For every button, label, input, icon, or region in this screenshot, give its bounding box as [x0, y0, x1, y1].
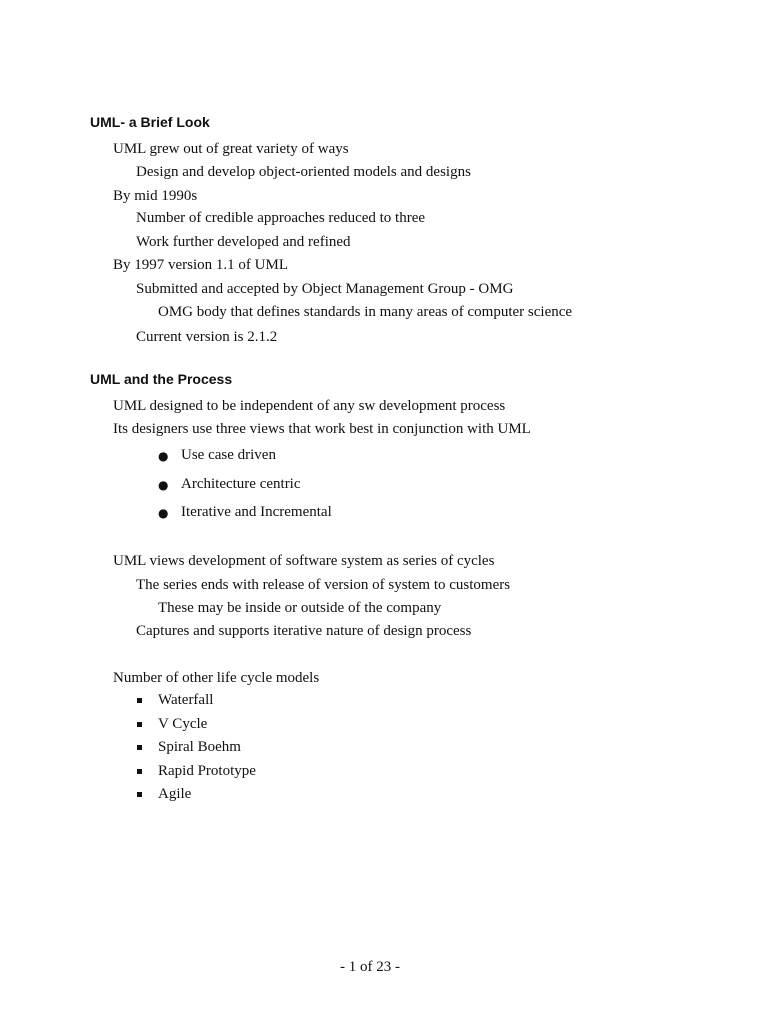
text-line: Work further developed and refined: [136, 234, 351, 250]
list-item: Rapid Prototype: [158, 763, 256, 779]
section-heading-uml-brief-look: UML- a Brief Look: [90, 114, 210, 130]
bullet-dot-icon: ●: [158, 449, 169, 463]
text-line: The series ends with release of version of system to customers: [136, 577, 511, 593]
square-bullet-icon: [137, 745, 142, 750]
list-item: Spiral Boehm: [158, 739, 241, 755]
square-bullet-icon: [137, 722, 142, 727]
list-item: Iterative and Incremental: [181, 504, 332, 520]
list-item: V Cycle: [158, 716, 208, 732]
text-line: Number of other life cycle models: [113, 670, 320, 686]
list-item: Waterfall: [158, 692, 214, 708]
text-line: Submitted and accepted by Object Management Group - OMG: [136, 281, 514, 297]
square-bullet-icon: [137, 698, 142, 703]
text-line: Number of credible approaches reduced to three: [136, 210, 426, 226]
list-item: Agile: [158, 786, 192, 802]
text-line: These may be inside or outside of the company: [158, 600, 442, 616]
square-bullet-icon: [137, 792, 142, 797]
list-item: Use case driven: [181, 447, 276, 463]
text-line: Current version is 2.1.2: [136, 329, 278, 345]
bullet-dot-icon: ●: [158, 478, 169, 492]
text-line: Captures and supports iterative nature of design process: [136, 623, 472, 639]
bullet-dot-icon: ●: [158, 506, 169, 520]
text-line: Its designers use three views that work best in conjunction with UML: [113, 421, 531, 437]
text-line: OMG body that defines standards in many areas of computer science: [158, 304, 573, 320]
text-line: UML designed to be independent of any sw development process: [113, 398, 506, 414]
square-bullet-icon: [137, 769, 142, 774]
text-line: By mid 1990s: [113, 188, 198, 204]
page-number: - 1 of 23 -: [340, 959, 400, 975]
text-line: Design and develop object-oriented models and designs: [136, 164, 471, 180]
text-line: UML views development of software system as series of cycles: [113, 553, 495, 569]
text-line: UML grew out of great variety of ways: [113, 141, 349, 157]
text-line: By 1997 version 1.1 of UML: [113, 257, 288, 273]
list-item: Architecture centric: [181, 476, 301, 492]
section-heading-uml-process: UML and the Process: [90, 371, 233, 387]
